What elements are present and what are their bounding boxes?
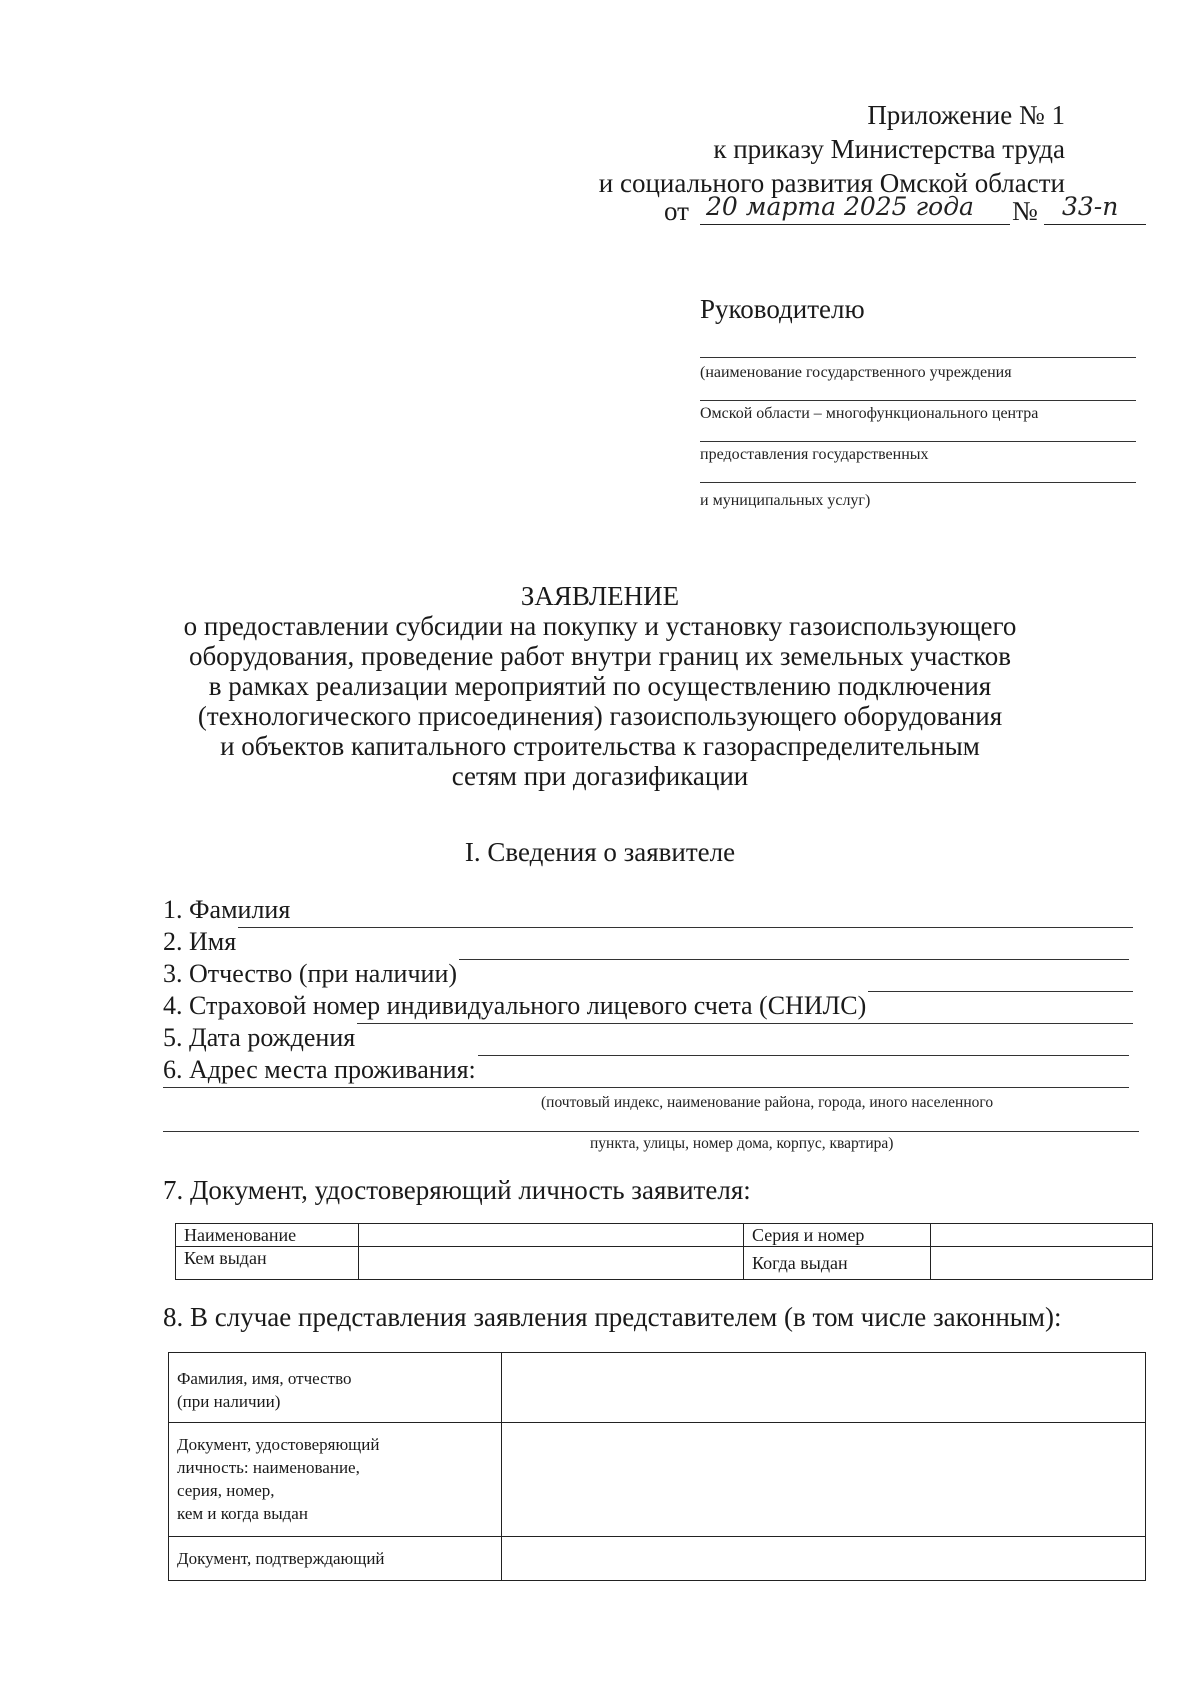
field-line (163, 927, 1133, 928)
identity-doc-table (175, 1223, 1153, 1280)
appendix-line-3: и социального развития Омской области (598, 168, 1065, 198)
field-surname: 1. Фамилия (163, 895, 291, 924)
title-line: (технологического присоединения) газоиспользующего оборудования (197, 701, 1003, 731)
representative-heading: 8. В случае представления заявления представителем (в том числе законным): (163, 1302, 1062, 1332)
addressee-line-3: предоставления государственных (700, 446, 929, 463)
field-line (163, 1131, 1139, 1132)
representative-table (168, 1352, 1146, 1581)
addressee-rule (700, 400, 1136, 401)
number-underline (1044, 224, 1146, 225)
title-line: сетям при догазификации (451, 761, 749, 791)
field-address: 6. Адрес места проживания: (163, 1055, 476, 1084)
appendix-header (599, 98, 1065, 200)
date-underline (700, 224, 1010, 225)
appendix-line-2: к приказу Министерства труда (713, 134, 1065, 164)
cell-issued-when-label: Когда выдан (744, 1247, 931, 1280)
section-heading: I. Сведения о заявителе (464, 837, 736, 867)
cell-series-value[interactable] (931, 1224, 1153, 1247)
appendix-line-1: Приложение № 1 (867, 100, 1065, 130)
address-caption-1: (почтовый индекс, наименование района, города, иного населенного (541, 1094, 994, 1111)
title-line: и объектов капитального строительства к газораспределительным (220, 731, 980, 761)
rep-id-doc-label: Документ, удостоверяющий личность: наименование, серия, номер, кем и когда выдан (169, 1423, 502, 1537)
cell-name-value[interactable] (359, 1224, 744, 1247)
handwritten-date: 20 марта 2025 года (706, 192, 974, 221)
field-name: 2. Имя (163, 927, 237, 956)
addressee-rule (700, 357, 1136, 358)
field-snils: 4. Страховой номер индивидуального лицевого счета (СНИЛС) (163, 991, 867, 1020)
cell-name-label: Наименование (176, 1224, 359, 1247)
cell-issued-by-value[interactable] (359, 1247, 744, 1280)
addressee-line-4: и муниципальных услуг) (700, 492, 871, 509)
addressee-heading: Руководителю (700, 294, 865, 324)
appendix-from-label: от (664, 196, 689, 226)
title-main: ЗАЯВЛЕНИЕ (520, 581, 680, 611)
appendix-number-label: № (1012, 196, 1038, 226)
cell-series-label: Серия и номер (744, 1224, 931, 1247)
field-patronymic: 3. Отчество (при наличии) (163, 959, 458, 988)
field-birthdate: 5. Дата рождения (163, 1023, 356, 1052)
rep-authority-doc-label: Документ, подтверждающий (169, 1537, 502, 1581)
addressee-rule (700, 441, 1136, 442)
rep-fio-value[interactable] (502, 1353, 1146, 1423)
addressee-line-1: (наименование государственного учреждения (700, 364, 1012, 381)
address-caption-2: пункта, улицы, номер дома, корпус, квартира) (590, 1135, 894, 1152)
rep-authority-doc-value[interactable] (502, 1537, 1146, 1581)
addressee-line-2: Омской области – многофункционального центра (700, 405, 1039, 422)
identity-doc-heading: 7. Документ, удостоверяющий личность заявителя: (163, 1175, 751, 1205)
title-line: оборудования, проведение работ внутри границ их земельных участков (188, 641, 1012, 671)
field-line (163, 1087, 1129, 1088)
rep-fio-label: Фамилия, имя, отчество (при наличии) (169, 1353, 502, 1423)
cell-issued-by-label: Кем выдан (176, 1247, 359, 1280)
document-title (0, 581, 1200, 791)
rep-id-doc-value[interactable] (502, 1423, 1146, 1537)
addressee-rule (700, 482, 1136, 483)
cell-issued-when-value[interactable] (931, 1247, 1153, 1280)
title-line: о предоставлении субсидии на покупку и установку газоиспользующего (183, 611, 1017, 641)
title-line: в рамках реализации мероприятий по осуществлению подключения (208, 671, 992, 701)
handwritten-number: 33-п (1062, 192, 1119, 221)
